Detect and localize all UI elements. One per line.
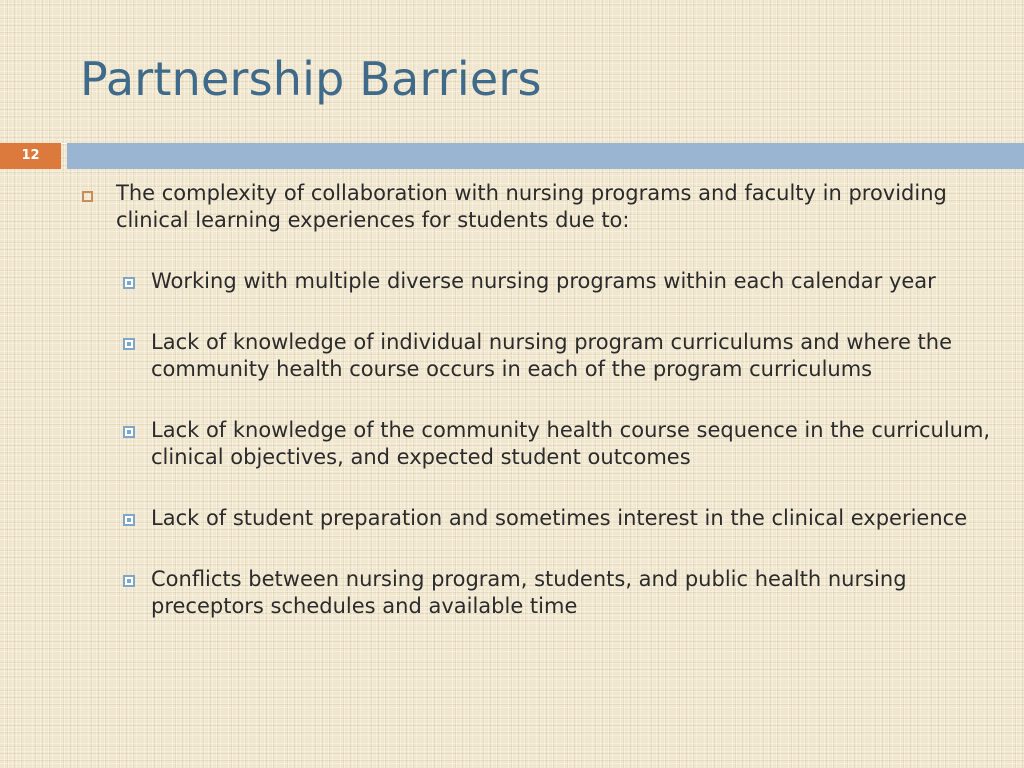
sub-bullet-list <box>80 268 1000 620</box>
sub-bullet-item <box>122 268 1000 295</box>
sub-bullet-item <box>122 417 1000 471</box>
sub-bullet-item <box>122 329 1000 383</box>
slide-content <box>80 180 1000 620</box>
header-bar <box>67 143 1024 169</box>
sub-bullet-text: Conflicts between nursing program, students, and public health nursing preceptors schedules and available time <box>151 567 907 618</box>
square-bullet-icon <box>123 575 135 587</box>
sub-bullet-text: Lack of knowledge of individual nursing program curriculums and where the community health course occurs in each of the program curriculums <box>151 330 953 381</box>
sub-bullet-text: Lack of student preparation and sometimes interest in the clinical experience <box>151 506 968 530</box>
main-bullet <box>80 180 1000 234</box>
slide-title: Partnership Barriers <box>80 52 542 106</box>
slide-number: 12 <box>0 143 61 169</box>
sub-bullet-text: Lack of knowledge of the community health course sequence in the curriculum, clinical objectives, and expected student outcomes <box>151 418 991 469</box>
square-bullet-icon <box>123 426 135 438</box>
square-bullet-icon <box>123 277 135 289</box>
sub-bullet-text: Working with multiple diverse nursing programs within each calendar year <box>151 269 936 293</box>
square-bullet-icon <box>123 338 135 350</box>
square-bullet-icon <box>123 514 135 526</box>
main-bullet-text: The complexity of collaboration with nursing programs and faculty in providing clinical learning experiences for students due to: <box>116 181 947 232</box>
hollow-square-bullet-icon <box>82 191 93 202</box>
sub-bullet-item <box>122 505 1000 532</box>
sub-bullet-item <box>122 566 1000 620</box>
